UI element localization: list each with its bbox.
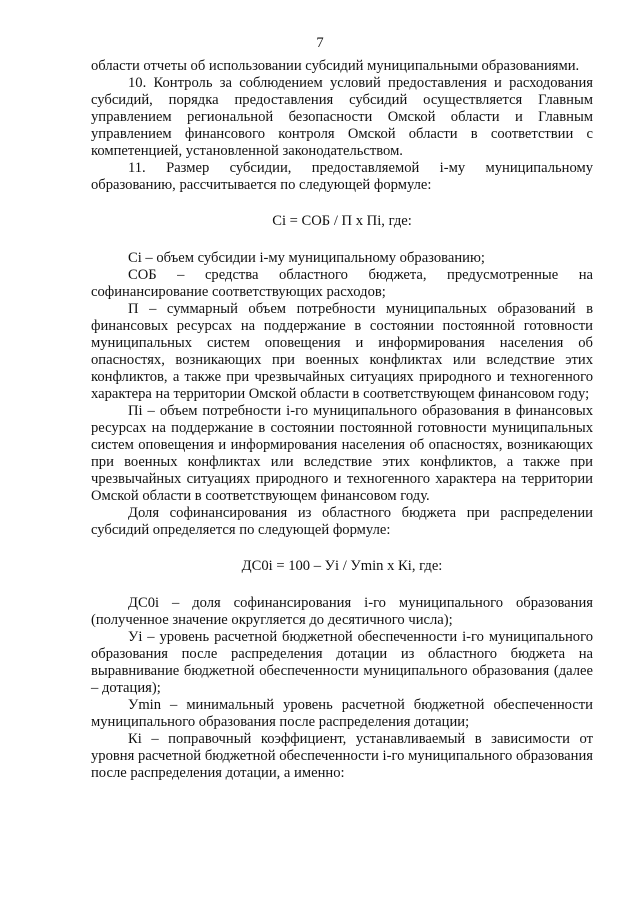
- definition-ki: Кi – поправочный коэффициент, устанавливаемый в зависимости от уровня расчетной бюджетной обеспеченности i-го муниципального образования после распределения дотации, а именно:: [91, 731, 593, 781]
- definition-ds0i: ДС0i – доля софинансирования i-го муниципального образования (полученное значение округляется до десятичного числа);: [91, 595, 593, 628]
- page-number: 7: [316, 35, 324, 51]
- formula-cofinancing: ДС0i = 100 – Уi / Уmin х Кi, где:: [241, 558, 443, 574]
- paragraph-cofinancing-share: Доля софинансирования из областного бюджета при распределении субсидий определяется по следующей формуле:: [91, 505, 593, 538]
- formula-subsidy: Ci = СОБ / П х Пi, где:: [272, 213, 412, 229]
- definition-p: П – суммарный объем потребности муниципальных образований в финансовых ресурсах на поддержание в состоянии постоянной готовности муниципальных систем оповещения и информирования населения об опасностях, возникающих при военных конфликтах или вследствие этих конфликтов, а также при чрезвычайных ситуациях природного и техногенного характера на территории Омской области в соответствующем финансовом году;: [91, 301, 593, 402]
- definition-sob: СОБ – средства областного бюджета, предусмотренные на софинансирование соответствующих расходов;: [91, 267, 593, 300]
- paragraph-10-control: 10. Контроль за соблюдением условий предоставления и расходования субсидий, порядка предоставления субсидий осуществляется Главным управлением региональной безопасности Омской области и Главным управлением финансового контроля Омской области в соответствии с компетенцией, установленной законодательством.: [91, 75, 593, 159]
- definition-umin: Уmin – минимальный уровень расчетной бюджетной обеспеченности муниципального образования после распределения дотации;: [91, 697, 593, 730]
- definition-pi: Пi – объем потребности i-го муниципального образования в финансовых ресурсах на поддержание в состоянии постоянной готовности муниципальных систем оповещения и информирования населения об опасностях, возникающих при военных конфликтах или вследствие этих конфликтов, а также при чрезвычайных ситуациях природного и техногенного характера на территории Омской области в соответствующем финансовом году.: [91, 403, 593, 504]
- definition-ui: Уi – уровень расчетной бюджетной обеспеченности i-го муниципального образования после распределения дотации из областного бюджета на выравнивание бюджетной обеспеченности муниципального образования (далее – дотация);: [91, 629, 593, 696]
- definition-ci: Ci – объем субсидии i-му муниципальному образованию;: [128, 250, 485, 266]
- document-body: [91, 58, 593, 782]
- paragraph-11-subsidy-size: 11. Размер субсидии, предоставляемой i-му муниципальному образованию, рассчитывается по следующей формуле:: [91, 160, 593, 193]
- paragraph-continuation: области отчеты об использовании субсидий муниципальными образованиями.: [91, 58, 580, 74]
